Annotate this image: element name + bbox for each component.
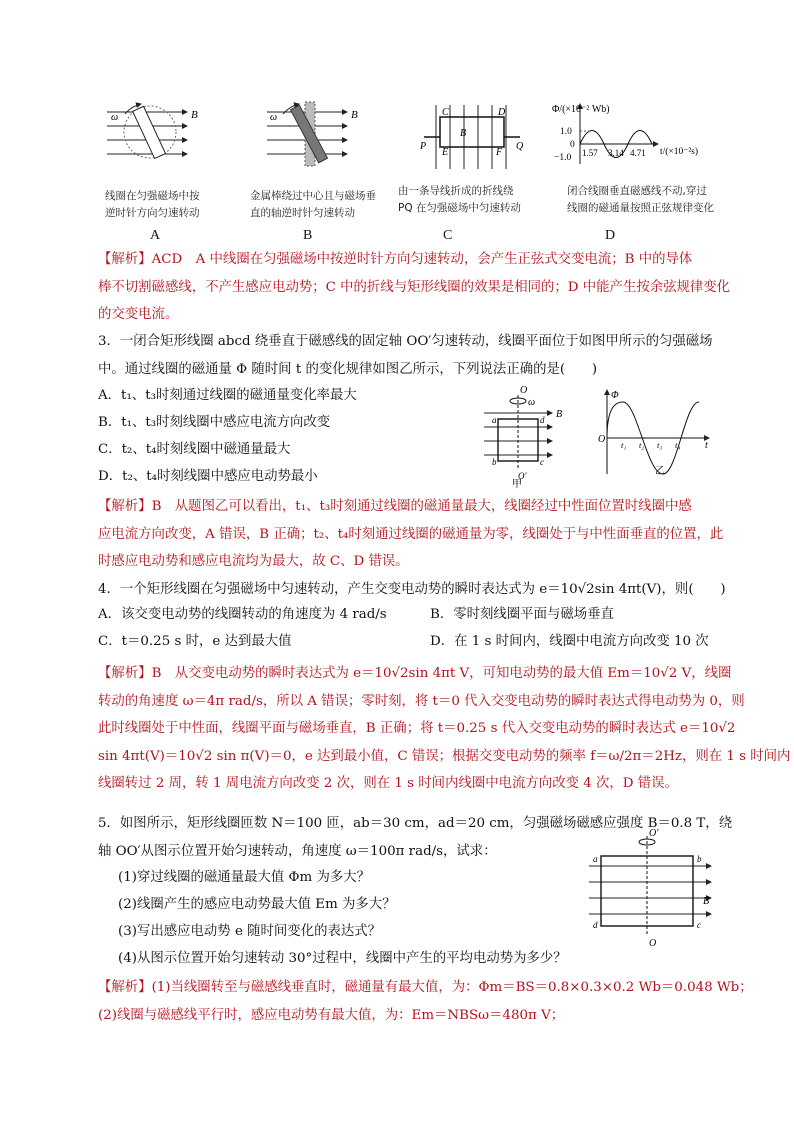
q4-option-b: B．零时刻线圈平面与磁场垂直: [430, 607, 614, 622]
q3-answer: 【解析】B 从题图乙可以看出，t₁、t₃时刻通过线圈的磁通量最大，线圈经过中性面位置时线圈中感 应电流方向改变，A 错误，B 正确；t₂、t₄时刻通过线圈的磁通量为零，线圈处于与中性面垂直的位置，此 时感应电动势和感应电流均为最大，故 C、D 错误。: [98, 499, 724, 569]
q5-answer: 【解析】(1)当线圈转至与磁感线垂直时，磁通量有最大值，为：Φm＝BS＝0.8×0.3×0.2 Wb＝0.048 Wb； (2)线圈与磁感线平行时，感应电动势有最大值，为：Em＝NBSω＝480π V；: [98, 980, 753, 1023]
answer-tag: 【解析】: [98, 980, 152, 995]
svg-text:Φ: Φ: [611, 390, 619, 401]
svg-text:B: B: [460, 128, 467, 139]
q3-option-c: C．t₂、t₄时刻线圈中磁通量最大: [98, 442, 291, 457]
svg-text:t: t: [705, 440, 708, 451]
q5-sub-4: (4)从图示位置开始匀速转动 30°过程中，线圈中产生的平均电动势为多少？: [118, 951, 567, 966]
svg-text:D: D: [498, 107, 506, 118]
svg-text:E: E: [442, 147, 449, 158]
svg-text:Φ/(×10⁻² Wb): Φ/(×10⁻² Wb): [552, 104, 610, 115]
answer-tag: 【解析】: [98, 252, 152, 267]
answer-tag: 【解析】: [98, 666, 152, 681]
q2-answer: 【解析】ACD A 中线圈在匀强磁场中按逆时针方向匀速转动，会产生正弦式交变电流；B 中的导体 棒不切割磁感线，不产生感应电动势；C 中的折线与矩形线圈的效果是相同的；D 中能产生按余弦规律变化 的交变电流。: [98, 252, 731, 322]
svg-text:4.71: 4.71: [630, 148, 646, 158]
q3-figure-jia: [480, 383, 575, 488]
q4-answer: 【解析】B 从交变电动势的瞬时表达式为 e＝10√2sin 4πt V，可知电动势的最大值 Em＝10√2 V，线圈 转动的角速度 ω＝4π rad/s，所以 A 错误；零时刻，将 t＝0 代入交变电动势的瞬时表达式得电动势为 0，则 此时线圈处于中性面，线圈平面与磁场垂直，B 正确；将 t＝0.25 s 代入交变电动势的瞬时表达式 e＝10√2 sin 4πt(V)＝10√2 sin π(V)＝0，e 达到最小值，C 错误；根据交变电动势的频率 f＝ω/2π＝2Hz，则在 1 s 时间内 线圈转过 2 周，转 1 周电流方向改变 2 次，则在 1 s 时间内线圈中电流方向改变 4 次，D 错误。: [98, 666, 791, 791]
svg-text:甲: 甲: [512, 479, 522, 488]
q4-option-d: D．在 1 s 时间内，线圈中电流方向改变 10 次: [430, 634, 709, 649]
svg-text:a: a: [492, 415, 497, 425]
svg-text:C: C: [442, 107, 449, 118]
q3-figure-yi: [595, 388, 715, 478]
svg-text:t/(×10⁻²s): t/(×10⁻²s): [660, 147, 699, 157]
svg-text:d: d: [593, 920, 598, 930]
figure-d-caption: 闭合线圈垂直磁感线不动,穿过 线圈的磁通量按照正弦规律变化: [567, 185, 714, 214]
svg-text:a: a: [593, 854, 598, 864]
figure-b-caption: 金属棒绕过中心且与磁场垂 直的轴逆时针匀速转动: [250, 190, 376, 219]
svg-text:1.0: 1.0: [560, 127, 572, 137]
q4-option-c: C．t＝0.25 s 时，e 达到最大值: [98, 634, 292, 649]
svg-text:O′: O′: [649, 828, 659, 839]
svg-text:Q: Q: [516, 141, 524, 152]
q5-sub-2: (2)线圈产生的感应电动势最大值 Em 为多大？: [118, 897, 396, 912]
q4-option-a: A．该交变电动势的线圈转动的角速度为 4 rad/s: [98, 607, 387, 622]
figure-d-graph: [548, 100, 718, 170]
svg-text:B: B: [191, 109, 198, 121]
figure-a-letter: A: [150, 228, 161, 243]
svg-text:c: c: [540, 457, 544, 467]
figure-b-diagram: [265, 100, 365, 168]
figure-c-letter: C: [443, 228, 453, 243]
q3-option-a: A．t₁、t₃时刻通过线圈的磁通量变化率最大: [98, 388, 357, 403]
svg-text:ω: ω: [111, 112, 119, 123]
svg-text:b: b: [697, 854, 702, 864]
svg-text:t₃: t₃: [657, 440, 663, 450]
svg-text:c: c: [697, 920, 701, 930]
svg-text:O: O: [520, 385, 528, 396]
figure-d-letter: D: [605, 228, 616, 243]
figure-a-diagram: [105, 100, 205, 168]
q3-option-b: B．t₁、t₃时刻线圈中感应电流方向改变: [98, 415, 331, 430]
svg-text:B: B: [556, 409, 563, 420]
figure-c-diagram: [420, 103, 530, 171]
q3-option-d: D．t₂、t₄时刻线圈中感应电动势最小: [98, 469, 318, 484]
svg-text:乙: 乙: [655, 466, 665, 477]
svg-text:t₂: t₂: [639, 440, 645, 450]
q5-sub-1: (1)穿过线圈的磁通量最大值 Φm 为多大？: [118, 870, 371, 885]
svg-text:1.57: 1.57: [582, 148, 598, 158]
svg-text:t₁: t₁: [621, 440, 627, 450]
answer-tag: 【解析】: [98, 499, 152, 514]
svg-text:ω: ω: [528, 397, 536, 408]
svg-text:t₄: t₄: [675, 440, 681, 450]
svg-text:P: P: [420, 141, 427, 152]
svg-text:B: B: [703, 896, 710, 907]
svg-text:0: 0: [570, 140, 575, 150]
figure-b-letter: B: [303, 228, 313, 243]
svg-text:O: O: [598, 434, 606, 445]
svg-text:F: F: [496, 147, 503, 158]
q5-figure: [585, 828, 720, 948]
svg-text:B: B: [351, 109, 358, 121]
q5-sub-3: (3)写出感应电动势 e 随时间变化的表达式？: [118, 924, 382, 939]
q4-stem: 4．一个矩形线圈在匀强磁场中匀速转动，产生交变电动势的瞬时表达式为 e＝10√2sin 4πt(V)，则( ): [98, 582, 726, 597]
svg-text:O′: O′: [518, 471, 527, 481]
q3-stem: 3．一闭合矩形线圈 abcd 绕垂直于磁感线的固定轴 OO′匀速转动，线圈平面位于如图甲所示的匀强磁场 中。通过线圈的磁通量 Φ 随时间 t 的变化规律如图乙所示，下列说法正确的是( ): [98, 334, 713, 377]
svg-text:O: O: [649, 938, 657, 948]
q5-stem: 5．如图所示，矩形线圈匝数 N＝100 匝，ab＝30 cm，ad＝20 cm，匀强磁场磁感应强度 B＝0.8 T，绕 轴 OO′从图示位置开始匀速转动，角速度 ω＝100π rad/s，试求：: [98, 816, 733, 859]
figure-c-caption: 由一条导线折成的折线绕 PQ 在匀强磁场中匀速转动: [398, 185, 521, 214]
svg-text:−1.0: −1.0: [554, 153, 572, 163]
svg-text:3.14: 3.14: [608, 148, 624, 158]
figure-a-caption: 线圈在匀强磁场中按 逆时针方向匀速转动: [105, 190, 200, 219]
svg-text:b: b: [492, 457, 497, 467]
svg-text:d: d: [540, 415, 545, 425]
svg-text:ω: ω: [270, 112, 278, 123]
